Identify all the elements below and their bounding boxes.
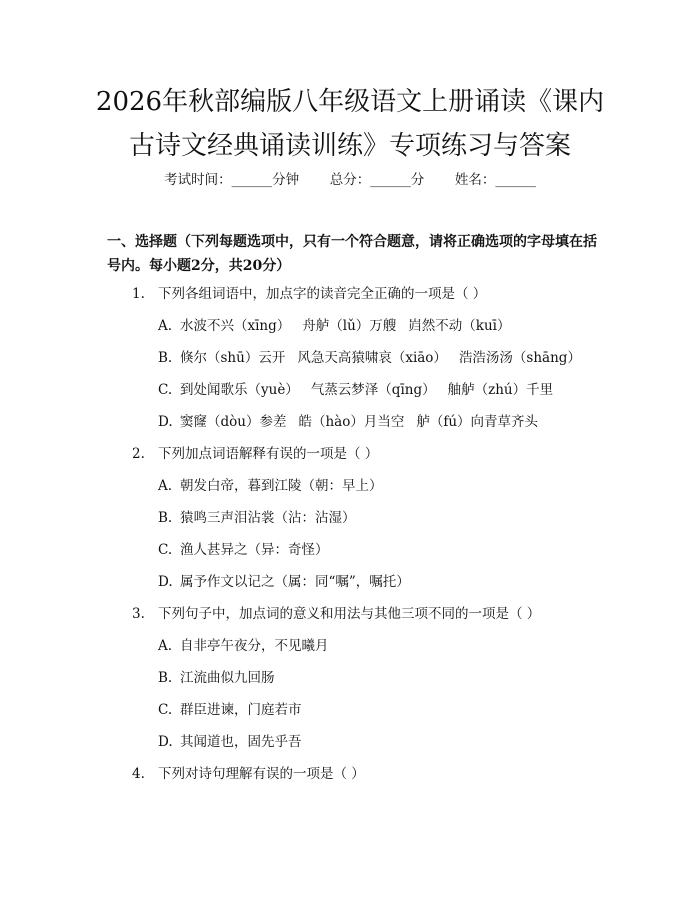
- option-segment: 岿然不动（kuī）: [408, 318, 511, 334]
- question-text: 下列加点词语解释有误的一项是（ ）: [158, 446, 379, 462]
- question-3: [132, 602, 540, 622]
- option-segment: 到处闻歌乐（yuè）: [180, 382, 299, 398]
- total-score-field: 总分：______分: [329, 172, 425, 188]
- title-line-2: 古诗文经典诵读训练》专项练习与答案: [128, 131, 571, 161]
- option-letter: C.: [158, 382, 173, 398]
- option-text: 自非亭午夜分，不见曦月: [180, 638, 329, 654]
- option-letter: D.: [158, 734, 173, 750]
- question-1-option-a: [158, 314, 523, 334]
- option-text: 渔人甚异之（异：奇怪）: [180, 542, 329, 558]
- option-letter: D.: [158, 574, 173, 590]
- option-text: 猿鸣三声泪沾裳（沾：沾湿）: [180, 510, 356, 526]
- option-segment: 皓（hào）月当空: [298, 414, 405, 430]
- option-letter: D.: [158, 414, 173, 430]
- title-line-1: 2026年秋部编版八年级语文上册诵读《课内: [95, 87, 605, 117]
- option-segment: 气蒸云梦泽（qīng）: [310, 382, 436, 398]
- question-text: 下列各组词语中，加点字的读音完全正确的一项是（ ）: [158, 286, 487, 302]
- question-number: 1.: [132, 286, 145, 302]
- section-heading: 一、选择题（下列每题选项中，只有一个符合题意，请将正确选项的字母填在括号内。每小题2分，共20分）: [107, 234, 597, 274]
- option-segment: 倏尔（shū）云开: [180, 350, 286, 366]
- option-text: 江流曲似九回肠: [180, 670, 275, 686]
- option-letter: A.: [158, 478, 173, 494]
- question-text: 下列句子中，加点词的意义和用法与其他三项不同的一项是（ ）: [158, 606, 541, 622]
- option-letter: B.: [158, 510, 173, 526]
- option-segment: 浩浩汤汤（shāng）: [458, 350, 581, 366]
- option-letter: C.: [158, 542, 173, 558]
- question-4: [132, 762, 365, 782]
- option-letter: B.: [158, 670, 173, 686]
- option-segment: 水波不兴（xīng）: [180, 318, 291, 334]
- question-2-option-c: [158, 538, 329, 558]
- option-text: 朝发白帝，暮到江陵（朝：早上）: [180, 478, 383, 494]
- exam-meta: [0, 168, 700, 188]
- document-title: [60, 80, 640, 168]
- option-segment: 舟舻（lǔ）万艘: [302, 318, 397, 334]
- question-3-option-d: [158, 730, 302, 750]
- option-text: 属予作文以记之（属：同“嘱”，嘱托）: [180, 574, 410, 590]
- option-segment: 窦窿（dòu）参差: [180, 414, 287, 430]
- exam-time-field: 考试时间：______分钟: [164, 172, 300, 188]
- question-2-option-a: [158, 474, 383, 494]
- option-segment: 舻（fú）向青草齐头: [416, 414, 539, 430]
- question-3-option-b: [158, 666, 275, 686]
- option-letter: A.: [158, 638, 173, 654]
- question-2-option-b: [158, 506, 356, 526]
- option-segment: 舳舻（zhú）千里: [447, 382, 554, 398]
- option-letter: A.: [158, 318, 173, 334]
- option-letter: C.: [158, 702, 173, 718]
- question-number: 4.: [132, 766, 145, 782]
- question-text: 下列对诗句理解有误的一项是（ ）: [158, 766, 365, 782]
- question-1: [132, 282, 486, 302]
- option-text: 其闻道也，固先乎吾: [180, 734, 302, 750]
- question-1-option-c: [158, 378, 565, 398]
- student-name-field: 姓名：______: [454, 172, 536, 188]
- question-1-option-b: [158, 346, 593, 366]
- question-3-option-a: [158, 634, 329, 654]
- option-text: 群臣进谏，门庭若市: [180, 702, 302, 718]
- question-2: [132, 442, 378, 462]
- option-segment: 风急天高猿啸哀（xiāo）: [297, 350, 447, 366]
- option-letter: B.: [158, 350, 173, 366]
- question-number: 3.: [132, 606, 145, 622]
- question-2-option-d: [158, 570, 410, 590]
- question-number: 2.: [132, 446, 145, 462]
- question-1-option-d: [158, 410, 550, 430]
- question-3-option-c: [158, 698, 302, 718]
